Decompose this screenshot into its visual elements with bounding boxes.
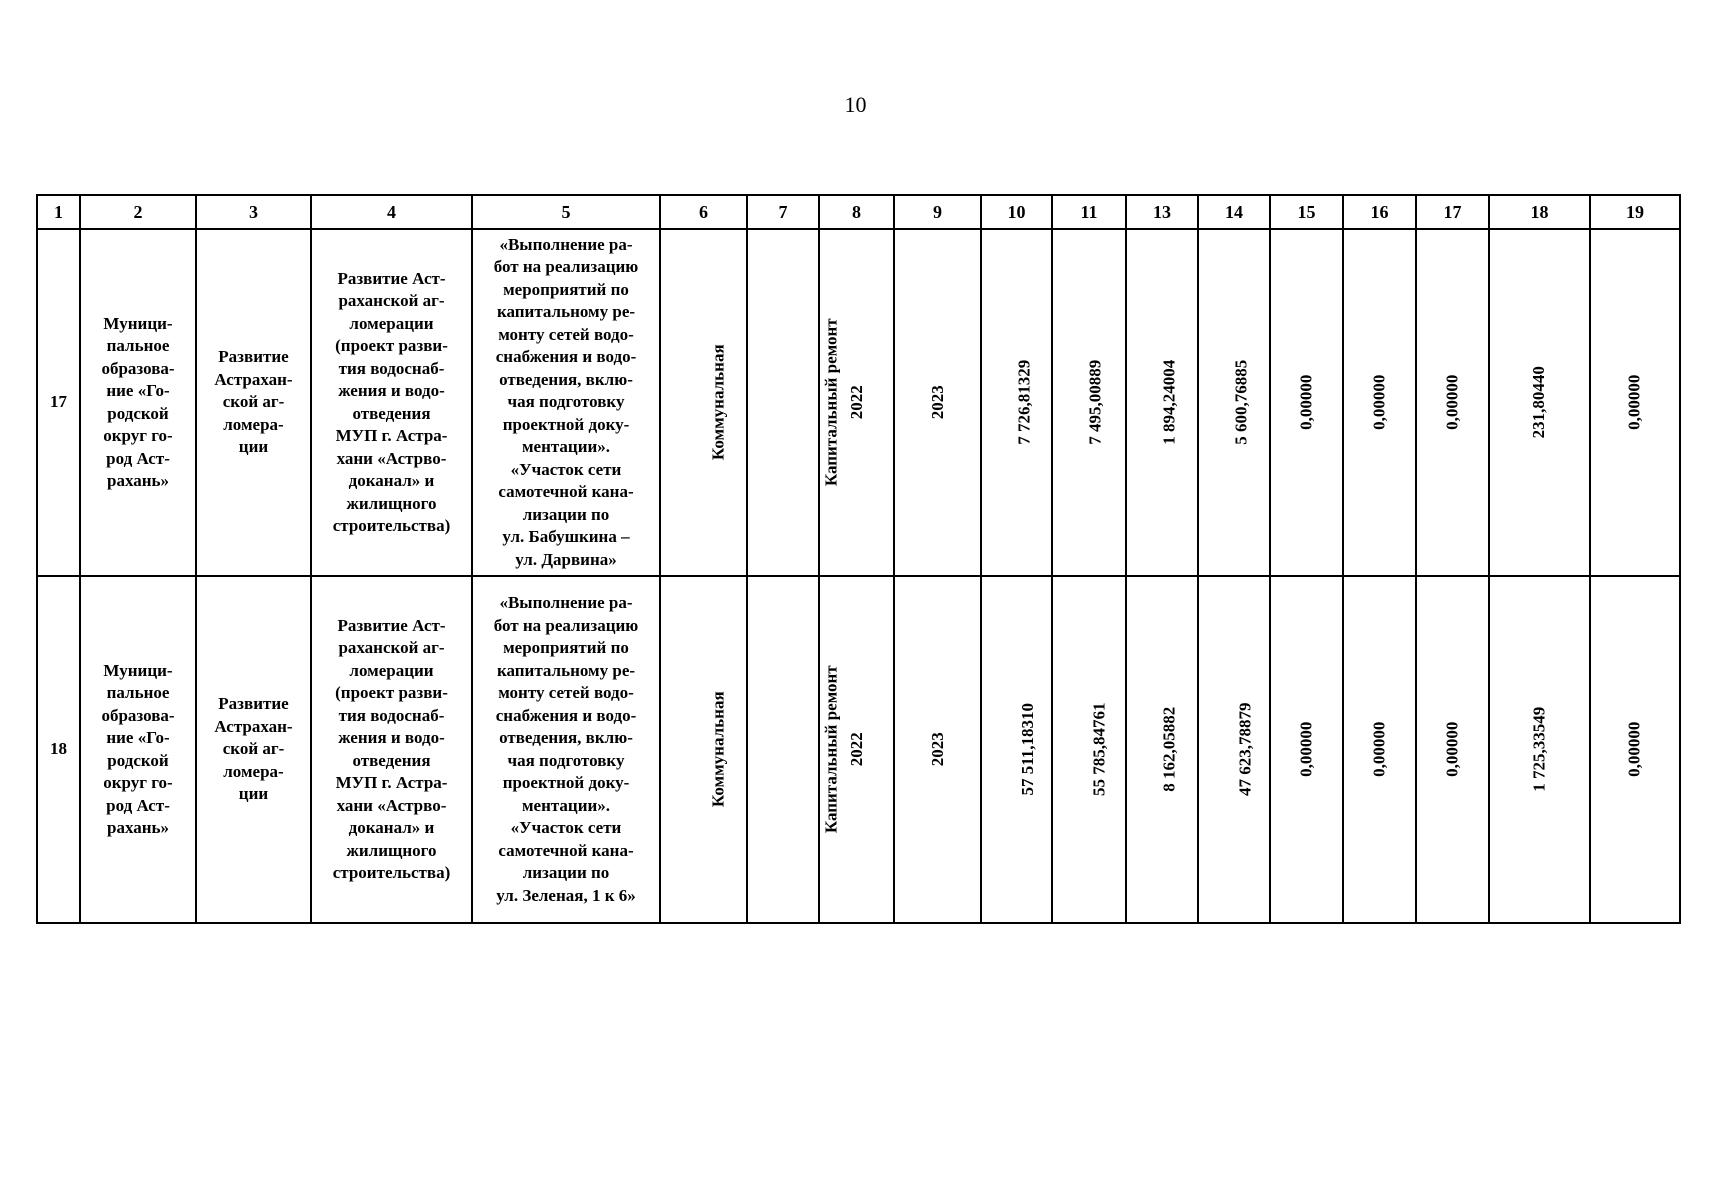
value-cell: [1270, 576, 1343, 923]
value-cell: [1590, 576, 1680, 923]
value-cell: [1052, 576, 1126, 923]
subproject-cell: [311, 576, 472, 923]
work-type-text: Капитальный ремонт: [821, 318, 841, 487]
column-header: 2: [80, 195, 196, 229]
work-type-cell: [747, 576, 841, 923]
value-text: 1 894,24004: [1159, 360, 1179, 445]
column-header: 1: [37, 195, 80, 229]
value-text: 0,00000: [1369, 374, 1389, 431]
column-header: 5: [472, 195, 660, 229]
table-row: [37, 576, 1680, 923]
subproject-text: Развитие Аст- раханской аг- ломерации (проект разви- тия водоснаб- жения и водо- отведения МУП г. Астра- хани «Астрво- доканал» и жилищного строительства): [332, 268, 451, 535]
description-cell: [472, 229, 660, 576]
row-number: 18: [37, 576, 80, 923]
value-cell: [1198, 576, 1270, 923]
table-row: [37, 229, 1680, 576]
column-header: 10: [981, 195, 1052, 229]
work-type-cell: [747, 229, 841, 576]
value-text: 5 600,76885: [1231, 360, 1251, 445]
value-text: 47 623,78879: [1235, 702, 1255, 797]
value-text: 1 725,33549: [1529, 707, 1549, 792]
value-text: 0,00000: [1624, 721, 1644, 778]
sector-cell: [660, 229, 747, 576]
value-text: 0,00000: [1624, 374, 1644, 431]
value-text: 0,00000: [1369, 721, 1389, 778]
value-text: 55 785,84761: [1089, 702, 1109, 797]
value-text: 231,80440: [1529, 366, 1549, 439]
value-text: 0,00000: [1442, 721, 1462, 778]
end-year-text: 2023: [927, 385, 947, 420]
value-cell: [1416, 576, 1489, 923]
column-header: 6: [660, 195, 747, 229]
description-cell: [472, 576, 660, 923]
value-cell: [1198, 229, 1270, 576]
value-text: 0,00000: [1296, 374, 1316, 431]
column-header: 16: [1343, 195, 1416, 229]
end-year-cell: [894, 229, 981, 576]
column-header: 15: [1270, 195, 1343, 229]
project-text: Развитие Астрахан- ской аг- ломера- ции: [214, 694, 293, 804]
column-header: 3: [196, 195, 311, 229]
column-header: 9: [894, 195, 981, 229]
end-year-cell: [894, 576, 981, 923]
value-cell: [1590, 229, 1680, 576]
row-number: 17: [37, 229, 80, 576]
project-text: Развитие Астрахан- ской аг- ломера- ции: [214, 347, 293, 457]
value-cell: [1126, 229, 1198, 576]
column-header: 14: [1198, 195, 1270, 229]
value-text: 57 511,18310: [1018, 703, 1038, 796]
start-year-text: 2022: [846, 732, 866, 767]
sector-cell: [660, 576, 747, 923]
value-text: 7 726,81329: [1014, 360, 1034, 445]
sector-text: Коммунальная: [708, 344, 728, 461]
column-header: 19: [1590, 195, 1680, 229]
value-text: 7 495,00889: [1085, 360, 1105, 445]
value-cell: [1343, 229, 1416, 576]
value-cell: [1416, 229, 1489, 576]
value-text: 0,00000: [1442, 374, 1462, 431]
sector-text: Коммунальная: [708, 691, 728, 808]
value-text: 0,00000: [1296, 721, 1316, 778]
value-text: 8 162,05882: [1159, 707, 1179, 792]
subproject-text: Развитие Аст- раханской аг- ломерации (проект разви- тия водоснаб- жения и водо- отведения МУП г. Астра- хани «Астрво- доканал» и жилищного строительства): [332, 615, 451, 882]
value-cell: [1052, 229, 1126, 576]
column-number-row: [37, 195, 1680, 229]
municipality-text: Муници- пальное образова- ние «Го- родской округ го- род Аст- рахань»: [101, 313, 175, 490]
value-cell: [981, 576, 1052, 923]
municipality-cell: [80, 229, 196, 576]
value-cell: [1343, 576, 1416, 923]
column-header: 7: [747, 195, 819, 229]
value-cell: [1126, 576, 1198, 923]
municipality-cell: [80, 576, 196, 923]
project-cell: [196, 576, 311, 923]
value-cell: [1270, 229, 1343, 576]
column-header: 8: [819, 195, 894, 229]
work-type-text: Капитальный ремонт: [821, 665, 841, 834]
data-table: [36, 194, 1681, 924]
column-header: 18: [1489, 195, 1590, 229]
column-header: 11: [1052, 195, 1126, 229]
project-cell: [196, 229, 311, 576]
value-cell: [1489, 229, 1590, 576]
column-header: 13: [1126, 195, 1198, 229]
municipality-text: Муници- пальное образова- ние «Го- родской округ го- род Аст- рахань»: [101, 660, 175, 837]
page-number: 10: [844, 92, 867, 117]
value-cell: [981, 229, 1052, 576]
column-header: 17: [1416, 195, 1489, 229]
subproject-cell: [311, 229, 472, 576]
end-year-text: 2023: [927, 732, 947, 767]
start-year-text: 2022: [846, 385, 866, 420]
column-header: 4: [311, 195, 472, 229]
description-text: «Выполнение ра- бот на реализацию мероприятий по капитальному ре- монту сетей водо- снабжения и водо- отведения, вклю- чая подготовку проектной доку- ментации». «Участок сети самотечной кана- лизации по ул. Зеленая, 1 к 6»: [493, 593, 639, 905]
value-cell: [1489, 576, 1590, 923]
description-text: «Выполнение ра- бот на реализацию мероприятий по капитальному ре- монту сетей водо- снабжения и водо- отведения, вклю- чая подготовку проектной доку- ментации». «Участок сети самотечной кана- лизации по ул. Бабушкина – ул. Дарвина»: [493, 234, 639, 569]
